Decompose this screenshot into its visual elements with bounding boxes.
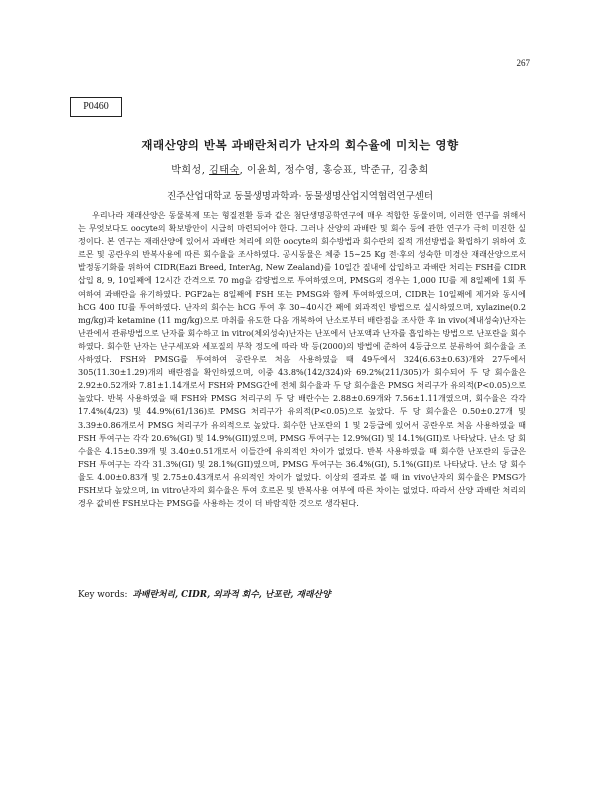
- author-lead: 박희성,: [171, 165, 206, 176]
- abstract-body: 우리나라 재래산양은 동물복제 또는 형질전환 등과 같은 첨단생명공학연구에 매우 적합한 동물이며, 이러한 연구를 위해서는 무엇보다도 oocyte의 확보방안이 시급히 마련되어야 한다. 그러나 산양의 과배란 및 회수 등에 관한 연구가 극히 미진한 실정이다. 본 연구는 재래산양에 있어서 과배란 처리에 의한 oocyte의 회수방법과 회수란의 질적 개선방법을 확립하기 위하여 호르몬 및 공란우의 반복사용에 따른 회수율을 조사하였다. 공시동물은 체중 15∼25 Kg 전·후의 성숙한 미경산 재래산양으로서 발정동기화를 위하여 CIDR(Eazi Breed, InterAg, New Zealand)를 10일간 질내에 삽입하고 과배란 처리는 FSH를 CIDR 삽입 8, 9, 10일째에 12시간 간격으로 70 mg을 감량법으로 투여하였으며, PMSG의 경우는 1,000 IU를 제 8일째에 1회 투여하여 과배란을 유기하였다. PGF2a는 8일째에 FSH 또는 PMSG와 함께 투여하였으며, CIDR는 10일째에 제거와 동시에 hCG 400 IU를 투여하였다. 난자의 회수는 hCG 투여 후 30∼40시간 째에 외과적인 방법으로 실시하였으며, xylazine(0.2 mg/kg)과 ketamine (11 mg/kg)으로 마취를 유도한 다음 개복하여 난소로부터 배란점을 조사한 후 in vivo(체내성숙)난자는 난관에서 관류방법으로 난자를 회수하고 in vitro(체외성숙)난자는 난포에서 난포액과 난자를 흡입하는 방법으로 난포란을 회수하였다. 회수한 난자는 난구세포와 세포질의 부착 정도에 따라 박 등(2000)의 방법에 준하여 4등급으로 분류하여 회수율을 조사하였다. FSH와 PMSG를 투여하여 공란우로 처음 사용하였을 때 49두에서 324(6.63±0.63)개와 27두에서 305(11.30±1.29)개의 배란점을 확인하였으며, 이중 43.8%(142/324)와 69.2%(211/305)가 회수되어 두 당 회수율은 2.92±0.52개와 7.81±1.14개로서 FSH와 PMSG간에 전체 회수율과 두 당 회수율은 PMSG 처리구가 유의적(P<0.05)으로 높았다. 반복 사용하였을 때 FSH와 PMSG 처리구의 두 당 배란수는 2.88±0.69개와 7.56±1.11개였으며, 회수율은 각각 17.4%(4/23) 및 44.9%(61/136)로 PMSG 처리구가 유의적(P<0.05)으로 높았다. 두 당 회수율은 0.50±0.27개 및 3.39±0.86개로서 PMSG 처리구가 유의적으로 높았다. 회수한 난포란의 1 및 2등급에 있어서 공란우로 처음 사용하였을 때 FSH 투여구는 각각 20.6%(GI) 및 14.9%(GII)였으며, PMSG 투여구는 12.9%(GI) 및 14.1%(GII)로 나타났다. 난소 당 회수율은 4.15±0.39개 및 3.40±0.51개로서 이들간에 유의적인 차이가 없었다. 반복 사용하였을 때 회수한 난포란의 등급은 FSH 투여구는 각각 31.3%(GI) 및 28.1%(GII)였으며, PMSG 투여구는 36.4%(GI), 5.1%(GII)로 나타났다. 난소 당 회수율도 4.00±0.83개 및 2.75±0.43개로서 유의적인 차이가 없었다. 이상의 결과로 볼 때 in vivo난자의 회수율은 PMSG가 FSH보다 높았으며, in vitro난자의 회수율은 투여 호르몬 및 반복사용 여부에 따른 차이는 없었다. 따라서 산양 과배란 처리의 경우 값비싼 FSH보다는 PMSG를 사용하는 것이 더 바람직한 것으로 생각된다.: [78, 210, 526, 509]
- author-presenter: 김태숙: [209, 165, 240, 176]
- keywords-line: [78, 587, 526, 600]
- keywords-values: 과배란처리, CIDR, 외과적 회수, 난포란, 재래산양: [132, 590, 331, 600]
- affiliation: 진주산업대학교 동물생명과학과· 동물생명산업지역협력연구센터: [166, 191, 434, 202]
- paper-title: 재래산양의 반복 과배란처리가 난자의 회수율에 미치는 영향: [141, 138, 459, 152]
- abstract-code-badge: P0460: [70, 97, 122, 117]
- keywords-label: Key words:: [78, 590, 128, 600]
- author-list: [0, 161, 600, 176]
- page-number: 267: [516, 58, 530, 68]
- author-rest: , 이윤희, 정수영, 홍승표, 박준규, 김충희: [239, 165, 429, 176]
